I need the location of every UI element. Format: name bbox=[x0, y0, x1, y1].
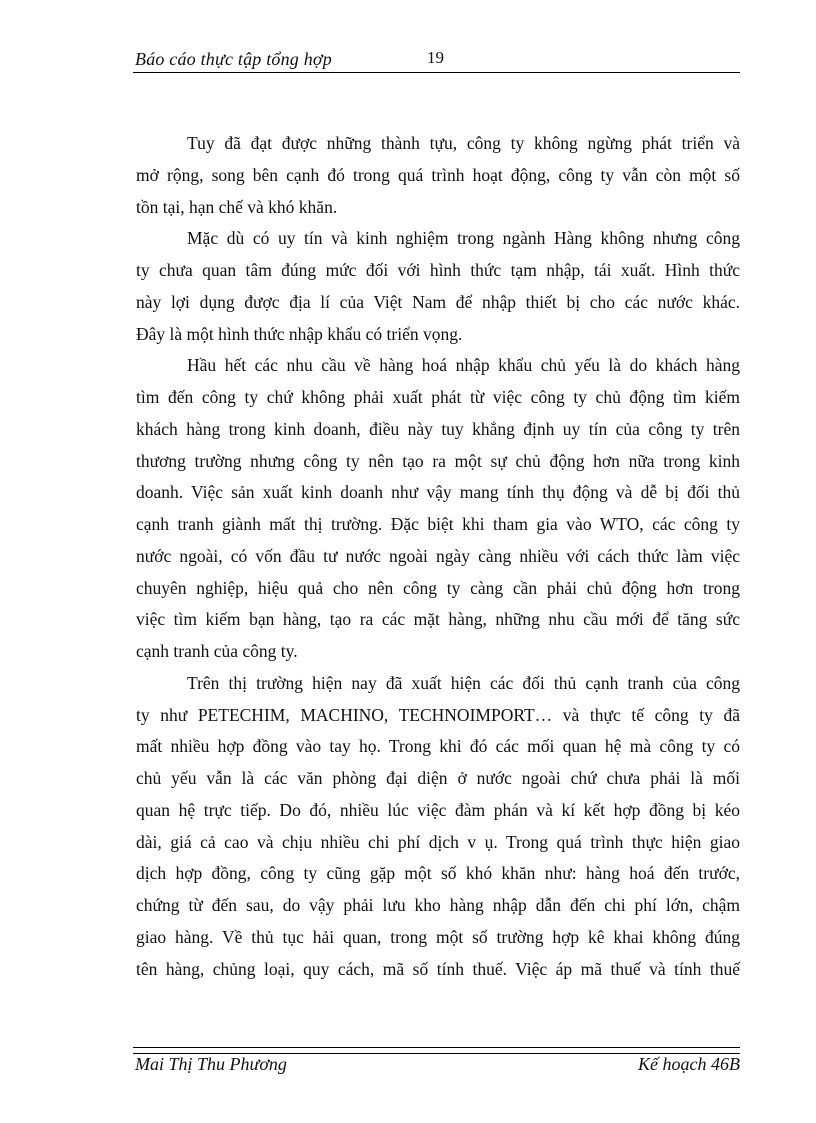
text-line: tìm đến công ty chứ không phải xuất phát từ việc công ty chủ động tìm kiếm bbox=[136, 387, 740, 407]
text-line: tồn tại, hạn chế và khó khăn. bbox=[136, 196, 338, 217]
text-line: dài, giá cả cao và chịu nhiều chi phí dịch v ụ. Trong quá trình thực hiện giao bbox=[136, 831, 740, 852]
page-number: 19 bbox=[427, 48, 444, 67]
page-header bbox=[133, 46, 740, 73]
text-line: thương trường nhưng công ty nên tạo ra một sự chủ động hơn nữa trong kinh bbox=[136, 450, 740, 471]
text-line: khách hàng trong kinh doanh, điều này tuy khẳng định uy tín của công ty trên bbox=[136, 418, 740, 439]
page-footer bbox=[133, 1054, 740, 1078]
paragraph-1 bbox=[136, 128, 740, 223]
text-line: Hầu hết các nhu cầu về hàng hoá nhập khẩu chủ yếu là do khách hàng bbox=[187, 355, 740, 376]
text-line: cạnh tranh của công ty. bbox=[136, 641, 298, 661]
text-line: chứng từ đến sau, do vậy phải lưu kho hàng nhập dẫn đến chi phí lớn, chậm bbox=[136, 895, 740, 915]
text-line: ty chưa quan tâm đúng mức đối với hình thức tạm nhập, tái xuất. Hình thức bbox=[136, 260, 740, 280]
text-line: mở rộng, song bên cạnh đó trong quá trình hoạt động, công ty vẫn còn một số bbox=[136, 164, 740, 185]
text-line: ty như PETECHIM, MACHINO, TECHNOIMPORT… và thực tế công ty đã bbox=[136, 704, 740, 725]
paragraph-4 bbox=[136, 668, 740, 986]
text-line: việc tìm kiếm bạn hàng, tạo ra các mặt hàng, những nhu cầu mới để tăng sức bbox=[136, 609, 740, 630]
paragraph-3 bbox=[136, 350, 740, 668]
text-line: này lợi dụng được địa lí của Việt Nam để nhập thiết bị cho các nước khác. bbox=[136, 291, 740, 312]
text-line: dịch hợp đồng, công ty cũng gặp một số khó khăn như: hàng hoá đến trước, bbox=[136, 863, 740, 884]
text-line: Tuy đã đạt được những thành tựu, công ty không ngừng phát triển và bbox=[187, 133, 740, 153]
text-line: cạnh tranh giành mất thị trường. Đặc biệt khi tham gia vào WTO, các công ty bbox=[136, 514, 740, 534]
text-line: giao hàng. Về thủ tục hải quan, trong một số trường hợp kê khai không đúng bbox=[136, 926, 740, 947]
header-title: Báo cáo thực tập tổng hợp bbox=[135, 49, 332, 69]
paragraph-2 bbox=[136, 223, 740, 350]
text-line: Trên thị trường hiện nay đã xuất hiện các đối thủ cạnh tranh của công bbox=[187, 672, 740, 693]
text-line: Mặc dù có uy tín và kinh nghiệm trong ngành Hàng không nhưng công bbox=[187, 228, 740, 249]
footer-class-name: Kế hoạch 46B bbox=[638, 1054, 740, 1074]
text-line: chuyên nghiệp, hiệu quả cho nên công ty càng cần phải chủ động hơn trong bbox=[136, 577, 740, 598]
text-line: chủ yếu vẫn là các văn phòng đại diện ở nước ngoài chứ chưa phải là mối bbox=[136, 768, 740, 788]
footer-author: Mai Thị Thu Phương bbox=[135, 1054, 287, 1074]
text-line: tên hàng, chủng loại, quy cách, mã số tính thuế. Việc áp mã thuế và tính thuế bbox=[136, 958, 740, 979]
text-line: doanh. Việc sản xuất kinh doanh như vậy mang tính thụ động và dễ bị đối thủ bbox=[136, 482, 740, 503]
text-line: quan hệ trực tiếp. Do đó, nhiều lúc việc đàm phán và kí kết hợp đồng bị kéo bbox=[136, 799, 740, 820]
text-line: Đây là một hình thức nhập khẩu có triển vọng. bbox=[136, 323, 463, 344]
text-line: nước ngoài, có vốn đầu tư nước ngoài ngày càng nhiều với cách thức làm việc bbox=[136, 545, 740, 566]
text-line: mất nhiều hợp đồng vào tay họ. Trong khi đó các mối quan hệ mà công ty có bbox=[136, 736, 740, 757]
footer-divider bbox=[133, 1047, 740, 1054]
body-text bbox=[136, 128, 740, 985]
